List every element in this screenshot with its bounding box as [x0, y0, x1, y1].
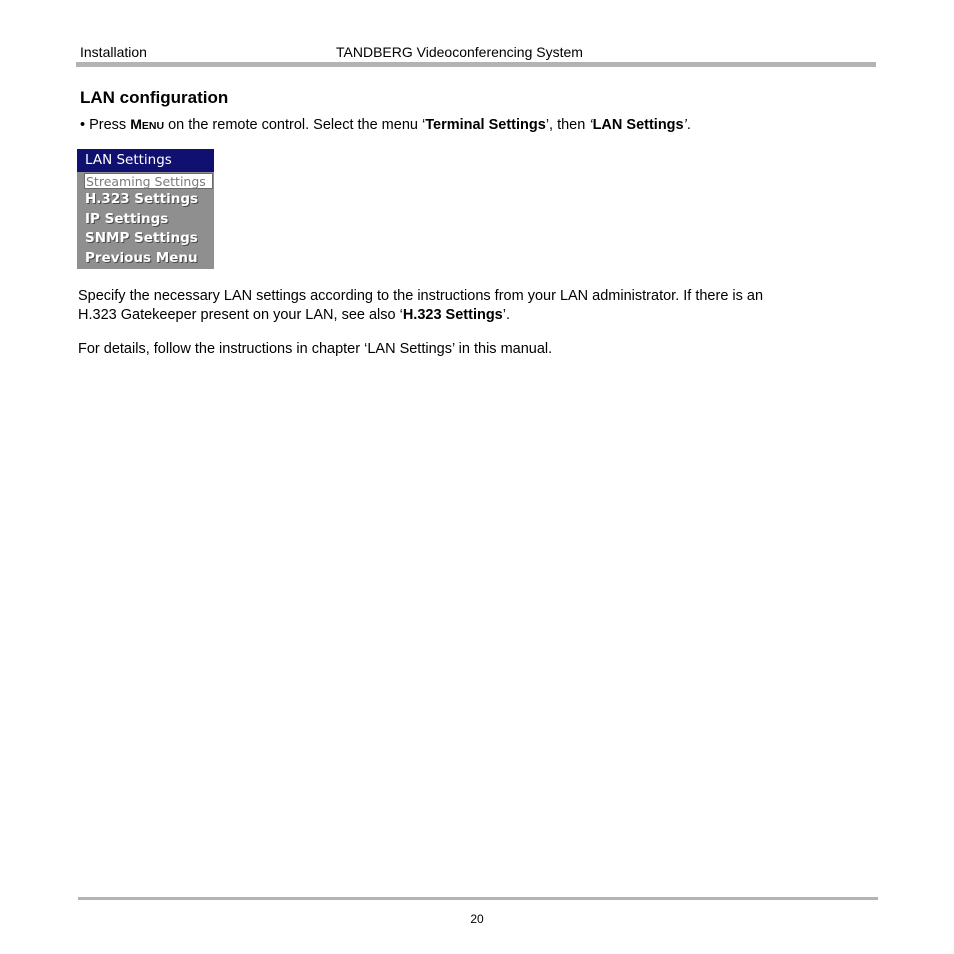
osd-menu-screenshot — [77, 149, 214, 269]
section-heading: LAN configuration — [80, 88, 229, 107]
osd-menu-title: LAN Settings — [77, 149, 214, 172]
osd-menu-item-streaming-settings: Streaming Settings — [84, 173, 213, 189]
paragraph1-line1: Specify the necessary LAN settings according to the instructions from your LAN administrator. If there is an — [78, 288, 764, 304]
osd-menu-item-snmp-settings: SNMP Settings — [85, 230, 198, 246]
lan-open-quote: ‘ — [589, 117, 593, 133]
lan-settings-ref: LAN Settings — [592, 117, 684, 133]
menu-key-label — [130, 117, 164, 133]
instruction-press: Press — [89, 117, 127, 133]
paragraph1-line2-prefix: H.323 Gatekeeper present on your LAN, see also ‘ — [78, 307, 403, 323]
osd-menu-item-ip-settings: IP Settings — [85, 211, 169, 227]
osd-menu-item-previous-menu: Previous Menu — [85, 250, 198, 266]
lan-close-quote: ’ — [683, 117, 687, 133]
header-section-label: Installation — [80, 44, 147, 60]
instruction-mid-text: on the remote control. Select the menu ‘ — [168, 117, 426, 133]
menu-key-initial: M — [130, 116, 142, 132]
menu-key-rest: ENU — [141, 120, 165, 132]
details-paragraph: For details, follow the instructions in chapter ‘LAN Settings’ in this manual. — [78, 341, 553, 357]
paragraph1-line2-suffix: ’. — [502, 307, 510, 323]
instruction-bullet — [80, 116, 691, 133]
footer-divider — [78, 897, 878, 900]
terminal-settings-ref: Terminal Settings — [425, 117, 546, 133]
lan-settings-paragraph — [78, 287, 868, 325]
h323-settings-ref: H.323 Settings — [402, 307, 503, 323]
header-divider — [76, 62, 876, 67]
osd-menu-item-h323-settings: H.323 Settings — [85, 191, 199, 207]
header-product-title: TANDBERG Videoconferencing System — [336, 44, 583, 60]
instruction-end: . — [686, 117, 691, 133]
bullet-glyph: • — [80, 117, 86, 133]
instruction-then-text: ’, then — [545, 117, 590, 133]
page-number: 20 — [470, 912, 484, 926]
